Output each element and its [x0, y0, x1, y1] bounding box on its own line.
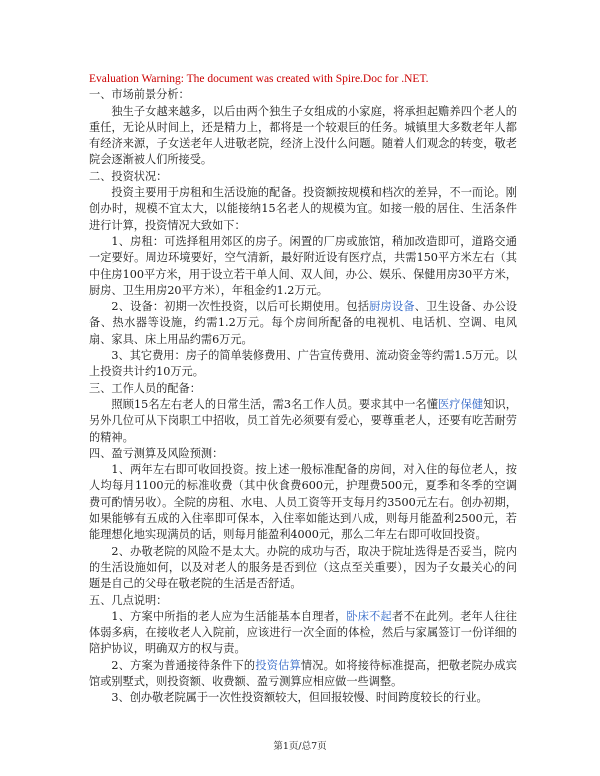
equipment-text-end: 、卫生设备、办公设备、热水器等设施，约需1.2万元。每个房间所配备的电视机、电话机、空调、电风扇、家具、床上用品约需6万元。 [89, 300, 517, 346]
investment-estimate-link[interactable]: 投资估算 [255, 658, 301, 672]
paragraph-risk: 2、办敬老院的风险不是太大。办院的成功与否，取决于院址选得是否妥当，院内的生活设施如何，以及对老人的服务是否到位（这点至关重要），因为子女最关心的问题是自己的父母在敬老院的生活是否舒适。 [89, 544, 517, 591]
paragraph-equipment [89, 299, 517, 348]
note-1-text-start: 1、方案中所指的老人应为生活能基本自理者， [111, 609, 347, 623]
section-heading-staff: 三、工作人员的配备： [89, 381, 201, 395]
paragraph-market-analysis: 独生子女越来越多，以后由两个独生子女组成的小家庭，将承担起赡养四个老人的重任，无论从时间上，还是精力上，都将是一个较艰巨的任务。城镇里大多数老年人都有经济来源，子女送老年人进敬老院，经济上没什么问题。随着人们观念的转变，敬老院会逐渐被人们所接受。 [89, 104, 517, 167]
paragraph-note-3: 3、创办敬老院属于一次性投资额较大，但回报较慢、时间跨度较长的行业。 [111, 691, 488, 705]
bedridden-link[interactable]: 卧床不起 [346, 609, 392, 623]
page-number-footer: 第1页/总7页 [273, 741, 327, 752]
section-heading-notes: 五、几点说明： [89, 593, 168, 607]
paragraph-profit: 1、两年左右即可收回投资。按上述一般标准配备的房间，对入住的每位老人，按人均每月1100元的标准收费（其中伙食费600元，护理费500元，夏季和冬季的空调费可酌情另收）。全院的房租、水电、人员工资等开支每月约3500元左右。创办初期，如果能够有五成的入住率即可保本，入住率如能达到八成，则每月能盈利2500元，若能理想化地实现满员的话，则每月能盈利4000元，那么二年左右即可收回投资。 [89, 463, 517, 542]
medical-care-link[interactable]: 医疗保健 [438, 397, 484, 411]
equipment-text-start: 2、设备：初期一次性投资，以后可长期使用。包括 [111, 300, 370, 314]
paragraph-other-costs: 3、其它费用：房子的简单装修费用、广告宣传费用、流动资金等约需1.5万元。以上投资共计约10万元。 [89, 349, 517, 379]
paragraph-staff [89, 397, 517, 446]
paragraph-note-2 [89, 658, 517, 691]
document-body [89, 71, 517, 707]
paragraph-rent: 1、房租：可选择租用郊区的房子。闲置的厂房或旅馆，稍加改造即可，道路交通一定要好。周边环境要好，空气清新，最好附近设有医疗点，共需150平方米左右（其中住房100平方米，用于设立若干单人间、双人间，办公、娱乐、保健用房30平方米，厨房、卫生用房20平方米），年租金约1.2万元。 [89, 234, 517, 297]
staff-text-end: 知识，另外几位可从下岗职工中招收，员工首先必须要有爱心，要尊重老人，还要有吃苦耐劳的精神。 [89, 397, 517, 444]
staff-text-start: 照顾15名左右老人的日常生活，需3名工作人员。要求其中一名懂 [111, 397, 438, 411]
section-heading-profit-risk: 四、盈亏测算及风险预测： [89, 446, 224, 460]
section-heading-investment: 二、投资状况： [89, 169, 168, 183]
paragraph-investment-intro: 投资主要用于房租和生活设施的配备。投资额按规模和档次的差异，不一而论。刚创办时，规模不宜太大，以能接纳15名老人的规模为宜。如接一般的居住、生活条件进行计算，投资情况大致如下： [89, 186, 517, 232]
note-2-text-start: 2、方案为普通接待条件下的 [111, 658, 256, 672]
section-heading-market: 一、市场前景分析： [89, 88, 190, 102]
note-2-text-end: 情况。如将接待标准提高，把敬老院办成宾馆或别墅式，则投资额、收费额、盈亏测算应相应做一些调整。 [89, 658, 517, 688]
evaluation-warning: Evaluation Warning: The document was created with Spire.Doc for .NET. [89, 73, 429, 85]
kitchen-equipment-link[interactable]: 厨房设备 [369, 300, 415, 314]
note-1-text-end: 者不在此列。老年人往往体弱多病，在接收老人入院前，应该进行一次全面的体检，然后与家属签订一份详细的陪护协议，明确双方的权与责。 [89, 609, 517, 656]
paragraph-note-1 [89, 609, 517, 658]
